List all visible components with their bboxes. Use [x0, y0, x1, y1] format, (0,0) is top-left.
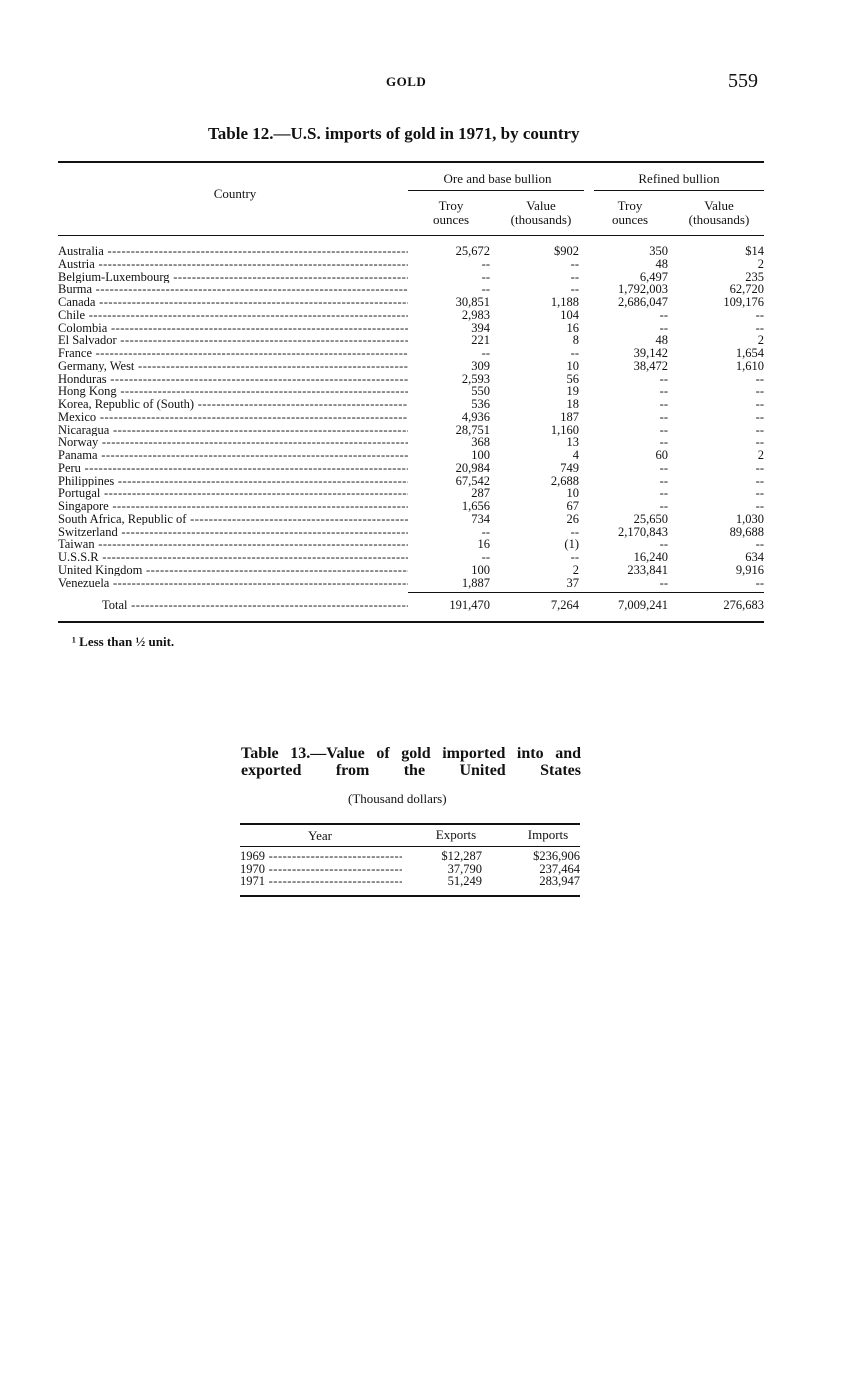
refined-value: --	[755, 460, 764, 475]
refined-troy-ounces: --	[659, 320, 668, 335]
col-header-ref-troy: Troy ounces	[611, 198, 649, 227]
table-bottom-rule	[58, 621, 764, 623]
refined-value: 89,688	[729, 524, 764, 539]
table-row	[58, 475, 764, 488]
total-ref-val: 276,683	[723, 598, 764, 612]
refined-troy-ounces: 38,472	[633, 358, 668, 373]
ore-troy-ounces: 28,751	[455, 422, 490, 437]
col-header-exports: Exports	[435, 827, 477, 842]
table-row	[58, 513, 764, 526]
table-row	[58, 577, 764, 590]
year-label: 1969 -----	[240, 850, 402, 863]
country-name: U.S.S.R -----	[58, 551, 408, 564]
ore-troy-ounces: 25,672	[455, 244, 490, 258]
table-row	[58, 258, 764, 271]
refined-value: 1,030	[735, 511, 764, 526]
refined-value: --	[755, 422, 764, 437]
table-row	[58, 564, 764, 577]
refined-value: 1,654	[735, 346, 764, 360]
table-row	[58, 245, 764, 258]
running-head: GOLD	[386, 74, 427, 89]
country-name: El Salvador -----	[58, 334, 408, 347]
refined-troy-ounces: --	[659, 537, 668, 552]
total-ore-val: 7,264	[550, 598, 579, 612]
ore-troy-ounces: 221	[471, 333, 490, 348]
table-row	[240, 875, 580, 888]
ore-troy-ounces: 67,542	[455, 473, 490, 488]
refined-troy-ounces: 60	[655, 448, 668, 462]
ore-value: 1,160	[550, 422, 579, 437]
refined-group-rule	[594, 190, 764, 191]
country-name: Norway -----	[58, 436, 408, 449]
ore-troy-ounces: 394	[471, 320, 490, 335]
table-13-subtitle: (Thousand dollars)	[348, 791, 447, 806]
exports-value: 51,249	[447, 874, 482, 889]
imports-value: 237,464	[539, 861, 580, 876]
country-name: Honduras -----	[58, 373, 408, 386]
table-row	[58, 373, 764, 386]
exports-value: $12,287	[441, 849, 482, 863]
page-number: 559	[728, 70, 758, 92]
refined-value: $14	[745, 244, 764, 258]
table-row	[58, 296, 764, 309]
refined-value: 1,610	[735, 358, 764, 373]
country-name: Panama -----	[58, 449, 408, 462]
table-row	[58, 462, 764, 475]
table-row	[240, 850, 580, 863]
refined-value: --	[755, 307, 764, 322]
col-header-ref-value: Value (thousands)	[688, 198, 750, 227]
table-12-title: Table 12.—U.S. imports of gold in 1971, by country	[208, 124, 580, 143]
ore-troy-ounces: --	[481, 346, 490, 360]
year-label: 1970 -----	[240, 863, 402, 876]
country-name: Taiwan -----	[58, 538, 408, 551]
refined-troy-ounces: 48	[655, 333, 668, 348]
col-header-country: Country	[213, 186, 257, 201]
ore-troy-ounces: 536	[471, 397, 490, 411]
country-name: Nicaragua -----	[58, 424, 408, 437]
country-name: France -----	[58, 347, 408, 360]
ore-value: 4	[572, 448, 579, 462]
country-name: Austria -----	[58, 258, 408, 271]
table-row	[58, 526, 764, 539]
refined-troy-ounces: --	[659, 473, 668, 488]
ore-value: $902	[554, 244, 579, 258]
table-row	[58, 385, 764, 398]
col-header-imports: Imports	[527, 827, 569, 842]
ore-troy-ounces: 734	[471, 511, 490, 526]
ore-value: 104	[560, 307, 579, 322]
refined-value: --	[755, 397, 764, 411]
refined-value: --	[755, 435, 764, 450]
country-name: Peru -----	[58, 462, 408, 475]
table-row	[58, 424, 764, 437]
refined-troy-ounces: --	[659, 307, 668, 322]
ore-value: 67	[566, 499, 579, 513]
country-name: Venezuela -----	[58, 577, 408, 590]
refined-value: 634	[745, 550, 764, 564]
country-name: Colombia -----	[58, 322, 408, 335]
table-row	[58, 411, 764, 424]
ore-value: 26	[566, 511, 579, 526]
country-name: Philippines -----	[58, 475, 408, 488]
total-rule	[408, 592, 764, 593]
total-ref-oz: 7,009,241	[618, 598, 668, 612]
table-13-title: Table 13.—Value of gold imported into and exported from the United States	[241, 745, 581, 779]
ore-troy-ounces: 550	[471, 384, 490, 399]
imports-value: $236,906	[533, 849, 580, 863]
refined-troy-ounces: --	[659, 384, 668, 399]
total-ore-oz: 191,470	[449, 598, 490, 612]
refined-troy-ounces: --	[659, 409, 668, 424]
refined-value: --	[755, 499, 764, 513]
table-row	[58, 347, 764, 360]
refined-troy-ounces: --	[659, 371, 668, 386]
table-top-rule	[58, 161, 764, 163]
ore-troy-ounces: 2,593	[461, 371, 490, 386]
refined-value: 2	[757, 256, 764, 271]
country-name: Korea, Republic of (South) -----	[58, 398, 408, 411]
table-13-top-rule	[240, 823, 580, 825]
table-row	[58, 309, 764, 322]
country-name: Chile -----	[58, 309, 408, 322]
year-label: 1971 -----	[240, 875, 402, 888]
country-name: Singapore -----	[58, 500, 408, 513]
ore-troy-ounces: 30,851	[455, 295, 490, 309]
country-name: Burma -----	[58, 283, 408, 296]
refined-troy-ounces: --	[659, 460, 668, 475]
ore-value: --	[570, 282, 579, 297]
refined-troy-ounces: --	[659, 435, 668, 450]
refined-troy-ounces: 1,792,003	[618, 282, 668, 297]
col-group-refined: Refined bullion	[638, 171, 720, 186]
table-row	[58, 551, 764, 564]
ore-value: (1)	[564, 537, 579, 552]
refined-troy-ounces: 6,497	[639, 269, 668, 284]
ore-troy-ounces: 287	[471, 486, 490, 501]
ore-value: 187	[560, 409, 579, 424]
ore-troy-ounces: 368	[471, 435, 490, 450]
header-bottom-rule	[58, 235, 764, 236]
table-row	[58, 449, 764, 462]
refined-troy-ounces: --	[659, 397, 668, 411]
col-header-ore-value: Value (thousands)	[510, 198, 572, 227]
country-name: Australia -----	[58, 245, 408, 258]
refined-troy-ounces: 16,240	[633, 550, 668, 564]
ore-value: 37	[566, 575, 579, 590]
refined-value: --	[755, 537, 764, 552]
refined-value: 9,916	[735, 562, 764, 577]
refined-troy-ounces: 233,841	[627, 562, 668, 577]
country-name: Mexico -----	[58, 411, 408, 424]
ore-troy-ounces: 100	[471, 562, 490, 577]
col-header-year: Year	[308, 828, 332, 843]
country-name: Hong Kong -----	[58, 385, 408, 398]
ore-value: 16	[566, 320, 579, 335]
ore-value: --	[570, 550, 579, 564]
ore-value: 13	[566, 435, 579, 450]
table-row	[240, 863, 580, 876]
total-row	[58, 599, 764, 612]
refined-troy-ounces: --	[659, 575, 668, 590]
refined-troy-ounces: 2,170,843	[618, 524, 668, 539]
refined-value: --	[755, 409, 764, 424]
refined-value: --	[755, 384, 764, 399]
ore-value: 2,688	[550, 473, 579, 488]
ore-troy-ounces: 20,984	[455, 460, 490, 475]
table-row	[58, 360, 764, 373]
country-name: Switzerland -----	[58, 526, 408, 539]
refined-value: 62,720	[729, 282, 764, 297]
ore-value: --	[570, 346, 579, 360]
refined-value: 2	[757, 333, 764, 348]
refined-value: 2	[757, 448, 764, 462]
ore-troy-ounces: 1,656	[461, 499, 490, 513]
refined-troy-ounces: --	[659, 499, 668, 513]
country-name: South Africa, Republic of -----	[58, 513, 408, 526]
ore-value: 1,188	[550, 295, 579, 309]
table-row	[58, 487, 764, 500]
refined-troy-ounces: --	[659, 486, 668, 501]
ore-troy-ounces: 4,936	[461, 409, 490, 424]
footnote: ¹ Less than ½ unit.	[72, 634, 175, 649]
imports-value: 283,947	[539, 874, 580, 889]
refined-troy-ounces: 350	[649, 244, 668, 258]
col-header-ore-troy: Troy ounces	[432, 198, 470, 227]
ore-value: 10	[566, 358, 579, 373]
ore-troy-ounces: --	[481, 524, 490, 539]
ore-value: --	[570, 269, 579, 284]
refined-value: --	[755, 320, 764, 335]
ore-value: 10	[566, 486, 579, 501]
ore-value: --	[570, 524, 579, 539]
refined-value: --	[755, 486, 764, 501]
refined-value: --	[755, 575, 764, 590]
ore-group-rule	[408, 190, 584, 191]
refined-troy-ounces: 48	[655, 256, 668, 271]
refined-troy-ounces: 2,686,047	[618, 295, 668, 309]
ore-troy-ounces: --	[481, 282, 490, 297]
ore-value: 2	[572, 562, 579, 577]
refined-value: 109,176	[723, 295, 764, 309]
ore-troy-ounces: 100	[471, 448, 490, 462]
country-name: Portugal -----	[58, 487, 408, 500]
ore-troy-ounces: --	[481, 269, 490, 284]
table-13-bottom-rule	[240, 895, 580, 897]
refined-value: --	[755, 473, 764, 488]
col-group-ore: Ore and base bullion	[443, 171, 552, 186]
exports-value: 37,790	[447, 861, 482, 876]
refined-troy-ounces: 39,142	[633, 346, 668, 360]
ore-value: 8	[572, 333, 579, 348]
refined-value: 235	[745, 269, 764, 284]
country-name: Belgium-Luxembourg -----	[58, 271, 408, 284]
refined-troy-ounces: 25,650	[633, 511, 668, 526]
ore-troy-ounces: 2,983	[461, 307, 490, 322]
refined-value: --	[755, 371, 764, 386]
country-name: United Kingdom -----	[58, 564, 408, 577]
ore-value: 56	[566, 371, 579, 386]
ore-value: 18	[566, 397, 579, 411]
ore-troy-ounces: 1,887	[461, 575, 490, 590]
table-row	[58, 398, 764, 411]
ore-troy-ounces: --	[481, 550, 490, 564]
country-name: Canada -----	[58, 296, 408, 309]
ore-value: --	[570, 256, 579, 271]
ore-value: 19	[566, 384, 579, 399]
table-row	[58, 500, 764, 513]
ore-troy-ounces: 309	[471, 358, 490, 373]
total-label: Total -----	[102, 599, 408, 612]
refined-troy-ounces: --	[659, 422, 668, 437]
country-name: Germany, West -----	[58, 360, 408, 373]
table-13-header-rule	[240, 846, 580, 847]
ore-troy-ounces: 16	[477, 537, 490, 552]
ore-value: 749	[560, 460, 579, 475]
ore-troy-ounces: --	[481, 256, 490, 271]
